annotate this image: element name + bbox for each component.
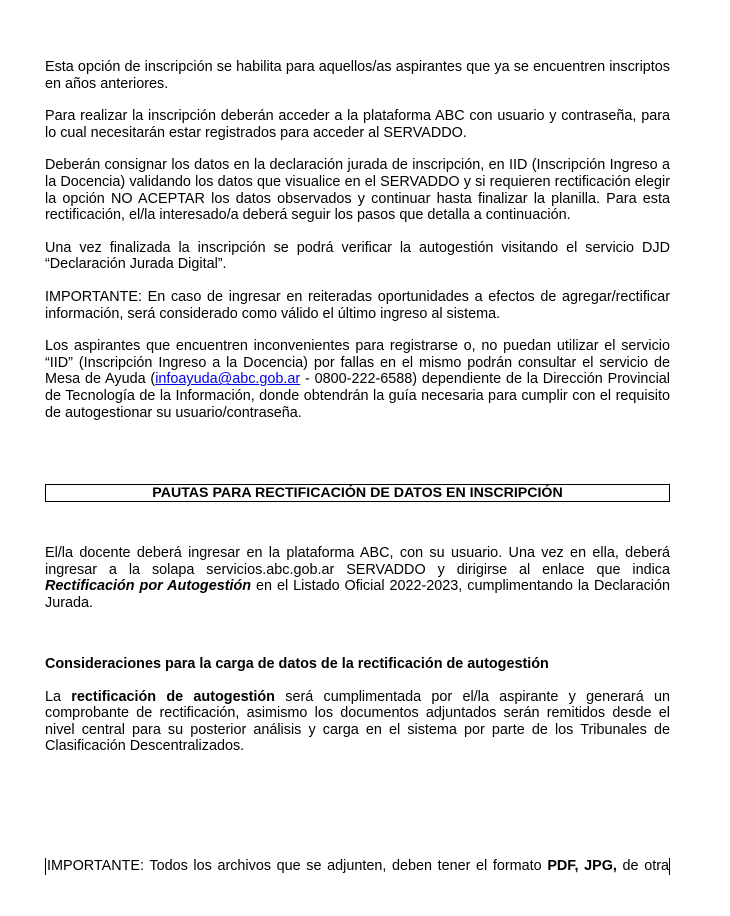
help-email-link[interactable]: infoayuda@abc.gob.ar [155,371,301,388]
rectification-paragraph [45,545,670,611]
important-note: IMPORTANTE: En caso de ingresar en reiteradas oportunidades a efectos de agregar/rectificar información, será considerado como válido el último ingreso al sistema. [45,288,670,322]
footer-text-start: IMPORTANTE: Todos los archivos que se adjunten, deben tener el formato [47,858,548,874]
intro-paragraph-1: Esta opción de inscripción se habilita para aquellos/as aspirantes que ya se encuentren inscriptos en años anteriores. [45,59,670,92]
footer-text-end: de otra [616,858,669,874]
considerations-text-end: será cumplimentada por el/la aspirante y generará un comprobante de rectificación, asimismo los documentos adjuntados serán remitidos desde el nivel central para su posterior análisis y carga en el sistema por parte de los Tribunales de Clasificación Descentralizados. [45,688,670,755]
footer-formats: PDF, JPG, [547,858,617,874]
considerations-section [45,656,670,771]
intro-paragraph-4: Una vez finalizada la inscripción se podrá verificar la autogestión visitando el servicio DJD “Declaración Jurada Digital”. [45,239,670,273]
considerations-paragraph [45,689,670,755]
intro-paragraph-2: Para realizar la inscripción deberán acceder a la plataforma ABC con usuario y contraseña, para lo cual necesitarán estar registrados para acceder al SERVADDO. [45,108,670,141]
intro-paragraph-3: Deberán consignar los datos en la declaración jurada de inscripción, en IID (Inscripción Ingreso a la Docencia) validando los datos que visualice en el SERVADDO y si requieren rectificación elegir la opción NO ACEPTAR los datos observados y continuar hasta finalizar la planilla. Para esta rectificación, el/la interesado/a deberá seguir los pasos que detalla a continuación. [45,157,670,224]
rectification-link-name: Rectificación por Autogestión [45,578,252,595]
rectification-text-start: El/la docente deberá ingresar en la plataforma ABC, con su usuario. Una vez en ella, deberá ingresar a la solapa servicios.abc.gob.ar SERVADDO y dirigirse al enlace que indica [45,545,670,578]
intro-section [45,59,670,437]
rectification-text-end: en el Listado Oficial 2022-2023, cumplimentando la Declaración Jurada. [45,578,670,611]
help-paragraph [45,338,670,421]
help-text-end: - 0800-222-6588) dependiente de la Dirección Provincial de Tecnología de la Información, donde obtendrán la guía necesaria para cumplir con el requisito de autogestionar su usuario/contraseña. [45,371,670,421]
considerations-text-start: La [45,688,72,705]
considerations-heading: Consideraciones para la carga de datos de la rectificación de autogestión [45,656,549,672]
section-title: PAUTAS PARA RECTIFICACIÓN DE DATOS EN INSCRIPCIÓN [45,484,670,502]
rectification-instructions [45,545,670,627]
help-text-start: Los aspirantes que encuentren inconvenientes para registrarse o, no puedan utilizar el servicio “IID” (Inscripción Ingreso a la Docencia) por fallas en el mismo podrán consultar el servicio de Mesa de Ayuda ( [45,338,670,388]
important-footer-note [45,858,670,875]
considerations-bold-term: rectificación de autogestión [71,688,275,705]
